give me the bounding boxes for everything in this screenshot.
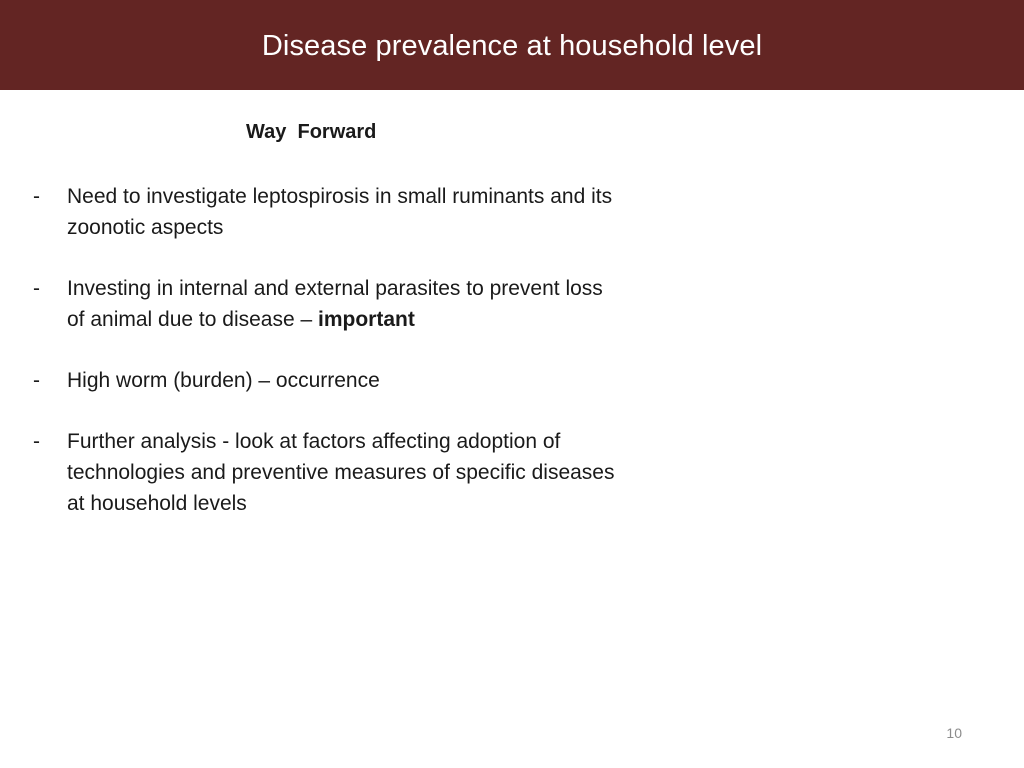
bullet-text: Investing in internal and external parasites to prevent loss of animal due to disease –	[67, 277, 603, 331]
bullet-dash: -	[33, 277, 40, 300]
bullet-item	[0, 181, 617, 243]
section-heading: Way Forward	[246, 121, 377, 143]
bullet-item	[0, 273, 617, 335]
slide-title: Disease prevalence at household level	[261, 29, 763, 62]
bullet-dash: -	[33, 369, 40, 392]
bullet-list	[0, 181, 640, 549]
bullet-item	[0, 426, 617, 519]
bullet-text: Further analysis - look at factors affecting adoption of technologies and preventive measures of specific diseases at household levels	[67, 430, 615, 515]
page-number: 10	[946, 725, 962, 741]
bullet-item	[0, 365, 617, 396]
bullet-text: Need to investigate leptospirosis in small ruminants and its zoonotic aspects	[67, 185, 613, 239]
bullet-emphasis: important	[318, 308, 415, 331]
bullet-dash: -	[33, 430, 40, 453]
bullet-dash: -	[33, 185, 40, 208]
title-bar	[0, 0, 1024, 90]
bullet-text: High worm (burden) – occurrence	[67, 369, 380, 392]
